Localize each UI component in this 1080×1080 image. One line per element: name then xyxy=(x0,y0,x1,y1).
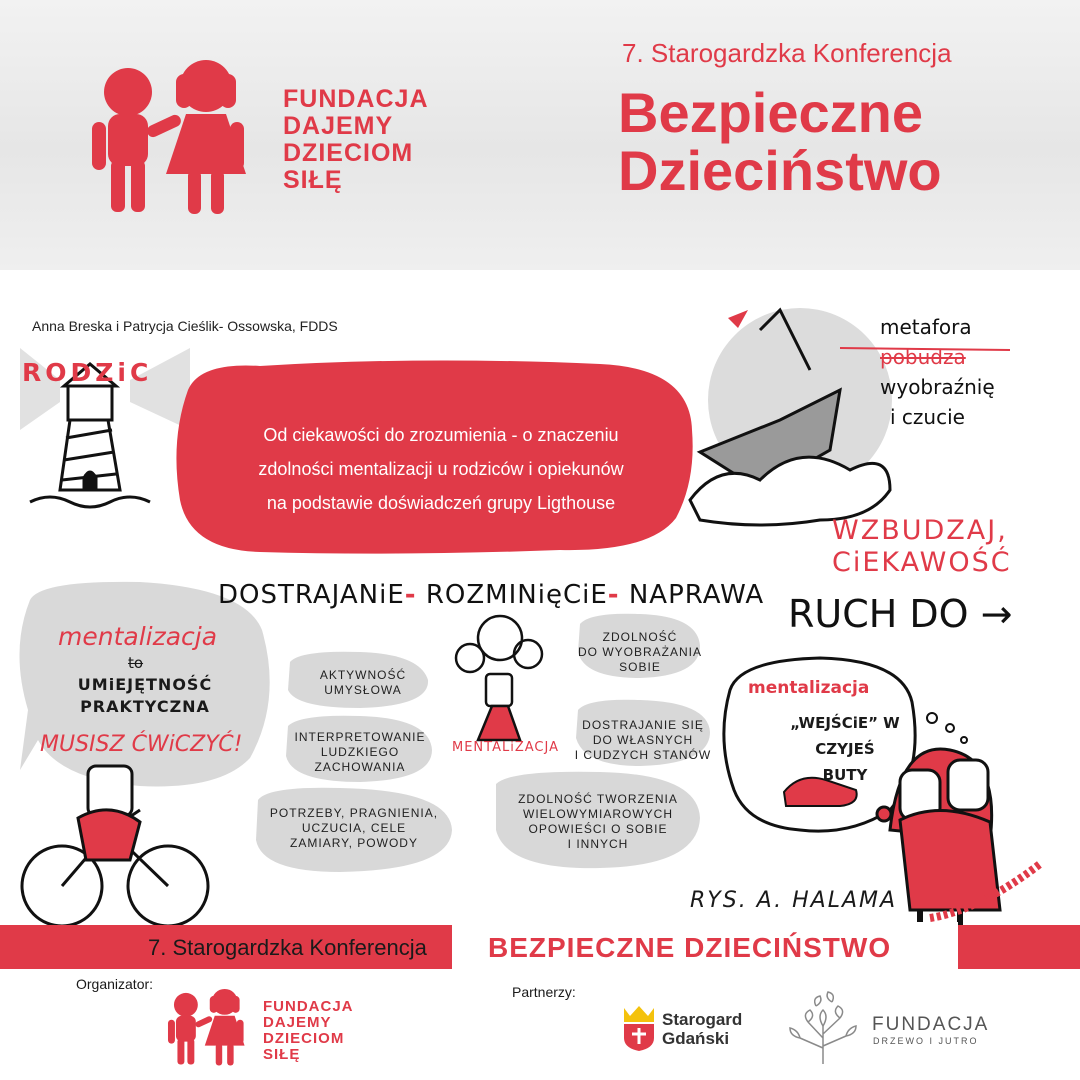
metaphor-note: metafora pobudza wyobraźnię i czucie xyxy=(880,315,995,429)
right-bubble-title: mentalizacja xyxy=(748,678,870,698)
partners-label: Partnerzy: xyxy=(512,984,576,1000)
note-narratives: ZDOLNOŚĆ TWORZENIA WIELOWYMIAROWYCH OPOWIEŚCI O SOBIE I INNYCH xyxy=(518,792,678,851)
header-banner xyxy=(0,0,1080,270)
left-bubble-skill: UMiEJĘTNOŚĆ PRAKTYCZNA xyxy=(77,675,213,716)
attunement-chain: DOSTRAJANiE- ROZMINięCiE- NAPRAWA xyxy=(218,580,765,610)
authors-caption: Anna Breska i Patrycja Cieślik- Ossowska, FDDS xyxy=(32,318,338,334)
left-bubble-to: to xyxy=(128,654,144,672)
conference-title: Bezpieczne Dzieciństwo xyxy=(618,81,942,202)
left-bubble-title: mentalizacja xyxy=(58,622,218,651)
note-mental-activity: AKTYWNOŚĆ UMYSŁOWA xyxy=(319,668,407,697)
bicycle-rider-icon xyxy=(22,766,208,926)
right-bubble-shoes: „WEJŚCiE” W CZYJEŚ BUTY xyxy=(790,714,900,784)
talk-title: Od ciekawości do zrozumienia - o znaczeniu zdolności mentalizacji u rodziców i opiekunów na podstawie doświadczeń grupy Ligthouse xyxy=(258,425,624,513)
illustrator-signature: RYS. A. HALAMA xyxy=(690,888,898,913)
parent-label: RODZiC xyxy=(22,358,153,387)
boat-on-waves-icon xyxy=(690,308,892,525)
drzewo-foundation-name: FUNDACJA xyxy=(872,1014,990,1035)
banner-title: BEZPIECZNE DZIECIŃSTWO xyxy=(488,932,892,963)
thinking-figure-icon xyxy=(456,616,542,740)
note-imagining: ZDOLNOŚĆ DO WYOBRAŻANIA SOBIE xyxy=(578,630,703,674)
organizer-label: Organizator: xyxy=(76,976,154,992)
drzewo-foundation-sub: DRZEWO I JUTRO xyxy=(873,1036,979,1046)
tree-logo-icon xyxy=(780,986,866,1066)
starogard-crest-icon xyxy=(620,1004,658,1052)
left-bubble-practice: MUSISZ ĆWiCZYĆ! xyxy=(40,732,243,757)
note-needs: POTRZEBY, PRAGNIENIA, UCZUCIA, CELE ZAMIARY, POWODY xyxy=(269,806,439,850)
banner-conference: 7. Starogardzka Konferencja xyxy=(148,935,427,960)
note-interpreting: INTERPRETOWANIE LUDZKIEGO ZACHOWANIA xyxy=(294,730,426,774)
children-logo-small-icon xyxy=(166,984,258,1068)
note-attunement: DOSTRAJANIE SIĘ DO WŁASNYCH I CUDZYCH STANÓW xyxy=(574,718,712,762)
starogard-logo-text: Starogard Gdański xyxy=(662,1010,743,1048)
movement-towards-label: RUCH DO → xyxy=(788,592,1013,636)
children-logo-icon xyxy=(88,52,273,217)
conference-subtitle: 7. Starogardzka Konferencja xyxy=(622,38,952,68)
center-figure-label: MENTALiZACJA xyxy=(452,740,559,755)
arouse-curiosity-note: WZBUDZAJ, CiEKAWOŚĆ xyxy=(832,515,1012,578)
organizer-logo-text: FUNDACJA DAJEMY DZIECIOM SIŁĘ xyxy=(263,998,354,1063)
foundation-logo-text: FUNDACJA DAJEMY DZIECIOM SIŁĘ xyxy=(283,85,429,194)
